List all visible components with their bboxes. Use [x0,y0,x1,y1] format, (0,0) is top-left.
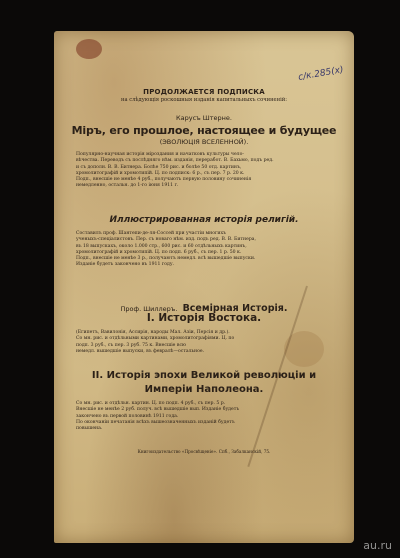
handwritten-note: с/к.285(х) [297,65,345,83]
book1-title: Міръ, его прошлое, настоящее и будущее [71,124,337,137]
stain [76,39,102,59]
book3-body1: (Египетъ, Вавилонія, Ассирія, народы Мал. Азіи, Персія и др.). Со мн. рис. и отдѣльными картинами, хромолитографіями. Ц. по подп. 3 руб., съ пер. 3 руб. 75 к. Внесшіе всю немедл. вышедшіе выпуски, въ февралѣ—остальное. [76,330,235,354]
watermark: au.ru [363,539,392,552]
book3-part2-line2: Имперіи Наполеона. [144,384,264,395]
header-subtitle: на слѣдующія роскошныя изданія капитальныхъ сочиненій: [121,97,287,103]
book3-author: Проф. Шиллеръ. [120,305,178,313]
book3-part1: I. Исторія Востока. [146,312,262,324]
book3-title: Всемірная Исторія. [182,303,288,314]
book2-title: Иллюстрированная исторія религій. [109,215,299,225]
book3-part2-line1: II. Исторія эпохи Великой революціи и [91,370,317,381]
document-page [54,31,354,543]
book2-body: Составилъ проф. Шантепи-де-ля-Соссей при участіи многихъ ученыхъ-спеціалистовъ. Пер. съ новаго нѣм. изд. подъ ред. В. В. Битнера, въ 18 выпускахъ, около 1.000 стр., 600 рис. и 60 отдѣльныхъ картинъ, хромолитографій и хромотипій. Ц. по подп. 6 руб., съ пер. 1 р. 50 к. Подп., внесшіе не менѣе 3 р., получаютъ немедл. всѣ вышедшіе выпуски. Изданіе будетъ закончено въ 1911 году. [76,231,256,268]
book1-body: Популярно-научная исторія міроздания и начатковъ культуры чело- вѣчества. Переводъ съ послѣдняго нѣм. изданія, переработ. В. Бахьмо, подъ ред. и съ дополн. В. В. Битнера. Болѣе 750 рис. и болѣе 50 отд. картинъ, хромолитографій и хромотипій. Ц. по подписк: 6 р., съ пер. 7 р. 20 к. Подп., внесшіе не менѣе 4 руб., получаютъ первую половину сочиненія немедленно, остальн. до 1-го іюня 1911 г. [76,152,274,189]
book1-author: Карусъ Штерне. [176,114,232,122]
book1-subtitle: (ЭВОЛЮЦІЯ ВСЕЛЕННОЙ). [159,138,249,146]
book3-body2: Со мн. рис. и отдѣльн. картин. Ц. по подп. 4 руб., съ пер. 5 р. Внесшіе не менѣе 2 руб. получ. всѣ вышедшіе вып. Изданіе будетъ закончено въ первой половинѣ 1911 года. По окончаніи печатанія всѣхъ вышеозначенныхъ изданій будетъ повышена. [76,401,240,432]
publisher-footer: Книгоиздательство «Просвѣщеніе». Спб., Забалканскій, 75. [137,449,271,454]
header-title: ПРОДОЛЖАЕТСЯ ПОДПИСКА [143,88,265,96]
